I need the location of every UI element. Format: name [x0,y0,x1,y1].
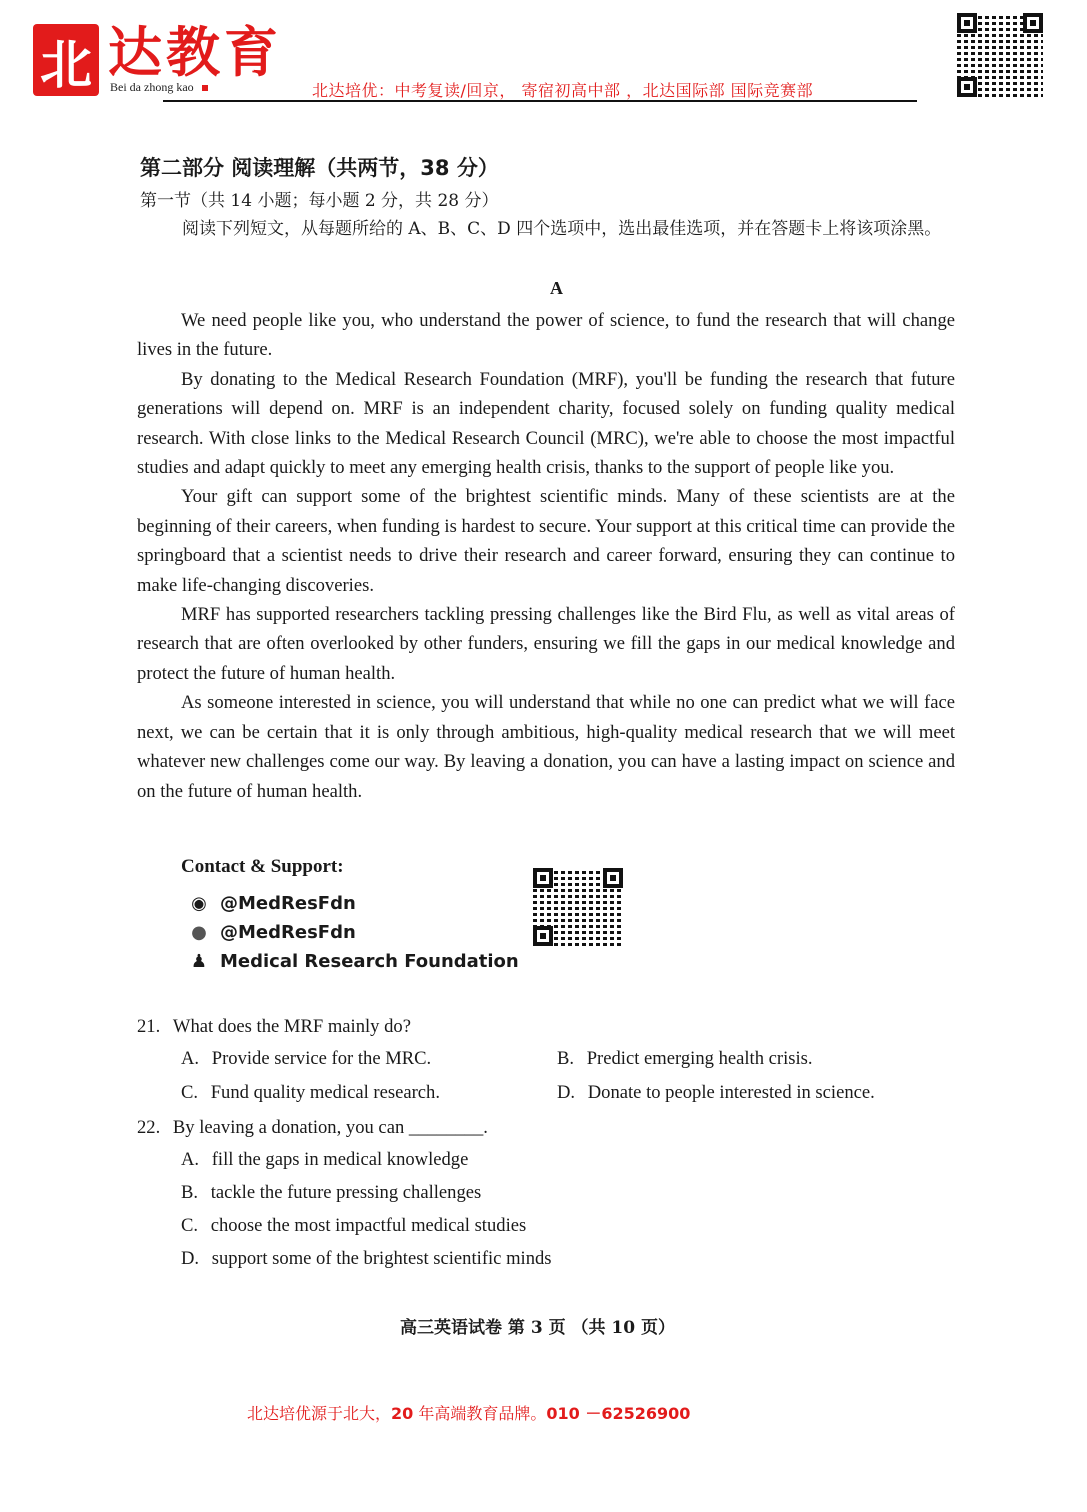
question-stem: By leaving a donation, you can ________. [172,1117,488,1138]
question-stem: What does the MRF mainly do? [172,1016,411,1037]
contact-text: @MedResFdn [220,892,356,914]
option-text: Provide service for the MRC. [211,1048,432,1069]
option-22d [181,1248,552,1270]
option-letter: D. [181,1248,200,1269]
option-letter: A. [181,1048,200,1069]
header-divider [163,100,917,102]
header-slogan: 北达培优：中考复读/回京， 寄宿初高中部 ，北达国际部 国际竞赛部 [312,81,814,100]
option-text: choose the most impactful medical studies [210,1215,527,1236]
question-22 [137,1117,488,1139]
ad-text: 北达培优源于北大， [247,1404,392,1423]
question-21 [137,1016,411,1038]
option-text: tackle the future pressing challenges [210,1182,482,1203]
ad-text: 年高端教育品牌。 [413,1404,547,1423]
option-22c [181,1215,526,1237]
option-letter: B. [557,1048,575,1069]
footer-ad [247,1401,690,1424]
section-title: 第二部分 阅读理解（共两节，38 分） [140,156,499,180]
red-square-icon [202,85,208,91]
ad-years: 20 [391,1404,414,1423]
logo-mark: 北 [33,24,99,96]
logo-subtitle-text: Bei da zhong kao [110,80,194,94]
question-number: 21. [137,1016,161,1037]
option-text: Predict emerging health crisis. [586,1048,813,1069]
wechat-icon: ● [191,921,207,943]
option-22a [181,1149,468,1171]
paragraph: MRF has supported researchers tackling pressing challenges like the Bird Flu, as well as vital areas of research that are often overlooked by other funders, ensuring we fill the gaps in our medical knowledge and protect the future of human health. [137,604,955,684]
qr-finder-icon [1023,13,1043,33]
qr-finder-icon [533,868,553,888]
paragraph: As someone interested in science, you will understand that while no one can predict what we will face next, we can be certain that it is only through ambitious, high-quality medical research that we will meet whatever new challenges come our way. By leaving a donation, you can have a lasting impact on science and on the future of human health. [137,692,955,802]
contact-weibo [188,892,356,914]
option-text: Fund quality medical research. [210,1082,440,1103]
contact-text: @MedResFdn [220,921,356,943]
option-22b [181,1182,481,1204]
option-letter: A. [181,1149,200,1170]
section-subtitle: 第一节（共 14 小题；每小题 2 分，共 28 分） [140,191,499,211]
qr-code-icon [533,868,623,946]
option-letter: D. [557,1082,576,1103]
option-text: support some of the brightest scientific minds [211,1248,552,1269]
logo-text: 达教育 [108,20,282,84]
option-21a [181,1048,431,1070]
contact-text: Medical Research Foundation [220,950,519,972]
paragraph: We need people like you, who understand the power of science, to fund the research that will change lives in the future. [137,310,955,361]
page-number: 高三英语试卷 第 3 页 （共 10 页） [400,1318,675,1338]
qr-finder-icon [957,77,977,97]
passage-text [137,306,955,806]
option-letter: C. [181,1082,199,1103]
question-number: 22. [137,1117,161,1138]
option-21c [181,1082,440,1104]
option-text: Donate to people interested in science. [587,1082,875,1103]
option-letter: B. [181,1182,199,1203]
qr-finder-icon [533,926,553,946]
paragraph: Your gift can support some of the brightest scientific minds. Many of these scientists are at the beginning of their careers, when funding is hardest to secure. Your support at this critical time can provide the springboard that a scientist needs to drive their research and career forward, ensuring they can continue to make life-changing discoveries. [137,486,955,596]
option-letter: C. [181,1215,199,1236]
weibo-icon: ◉ [191,892,207,914]
qr-finder-icon [957,13,977,33]
passage-label: A [550,278,563,298]
qr-code-icon [957,13,1043,97]
contact-qq [188,950,519,972]
section-instruction: 阅读下列短文，从每题所给的 A、B、C、D 四个选项中，选出最佳选项，并在答题卡上将该项涂黑。 [182,219,942,239]
option-text: fill the gaps in medical knowledge [211,1149,469,1170]
logo-subtitle [110,80,208,95]
ad-phone: 010 －62526900 [546,1404,691,1423]
contact-wechat [188,921,356,943]
qr-finder-icon [603,868,623,888]
contact-title: Contact & Support: [181,856,344,877]
option-21d [557,1082,875,1104]
qq-penguin-icon: ♟ [190,950,208,972]
option-21b [557,1048,813,1070]
paragraph: By donating to the Medical Research Foundation (MRF), you'll be funding the research that future generations will depend on. MRF is an independent charity, focused solely on funding quality medical research. With close links to the Medical Research Council (MRC), we're able to choose the most impactful studies and adapt quickly to meet any emerging health crisis, thanks to the support of people like you. [137,368,955,479]
